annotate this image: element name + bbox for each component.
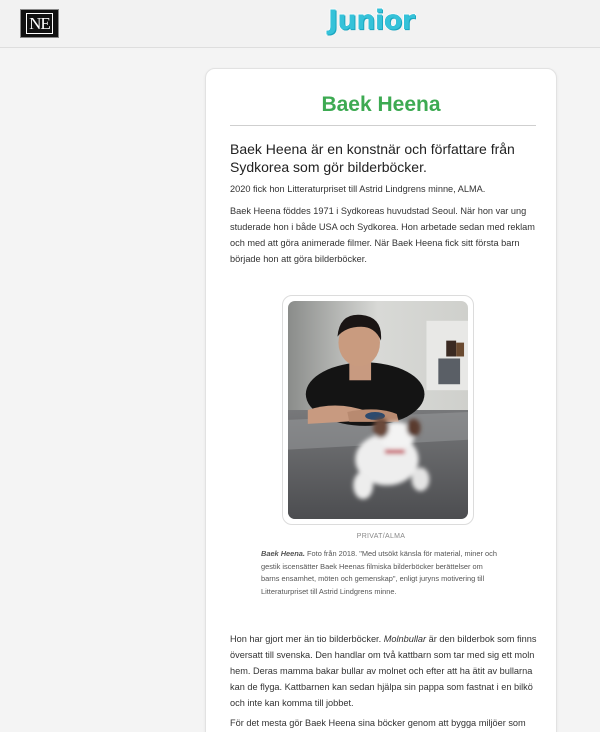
article-lead: Baek Heena är en konstnär och författare från Sydkorea som gör bilderböcker. — [230, 141, 515, 175]
photo-credit: PRIVAT/ALMA — [356, 533, 406, 540]
portrait-illustration — [288, 301, 468, 519]
books-text-rest: är den bilderbok som finns översatt till svenska. Den handlar om två kattbarn som tar med sig ett moln hem. Deras mamma bakar bullar av molnet och efter att ha ätit av bullarna kan de flyga. Kattbarnen kan sedan hjälpa sin pappa som fastnat i en bilkö och inte kan komma till jobbet. — [230, 634, 537, 708]
ne-logo-text: NE — [26, 13, 53, 34]
photo-caption — [261, 548, 501, 598]
book-title-molnbullar: Molnbullar — [383, 634, 427, 644]
portrait-photo — [288, 301, 468, 519]
junior-brand-logo[interactable]: Junior — [328, 5, 415, 36]
title-divider — [230, 125, 536, 126]
article-title: Baek Heena — [321, 93, 441, 116]
top-bar — [0, 0, 600, 48]
caption-text: Foto från 2018. "Med utsökt känsla för material, miner och gestik iscensätter Baek Heenas filmiska bilderböcker berättelser om barns ensamhet, möten och gemenskap", enligt juryns motivering till Litteraturpriset till Astrid Lindgrens minne. — [261, 549, 497, 596]
portrait-photo-frame[interactable] — [282, 295, 474, 525]
method-paragraph: För det mesta gör Baek Heena sina böcker genom att bygga miljöer som — [230, 718, 526, 728]
article-card — [205, 68, 557, 732]
award-paragraph: 2020 fick hon Litteraturpriset till Astrid Lindgrens minne, ALMA. — [230, 184, 486, 194]
books-paragraph — [230, 631, 540, 711]
caption-name: Baek Heena. — [261, 549, 305, 558]
ne-logo[interactable] — [21, 10, 58, 37]
page-scrollbar[interactable] — [590, 48, 600, 732]
books-text-start: Hon har gjort mer än tio bilderböcker. — [230, 634, 384, 644]
bio-paragraph: Baek Heena föddes 1971 i Sydkoreas huvudstad Seoul. När hon var ung studerade hon i både USA och Sydkorea. Hon arbetade sedan med reklam och med att göra animerade filmer. När Baek Heena fick sitt första barn började hon att göra bilderböcker. — [230, 206, 535, 264]
